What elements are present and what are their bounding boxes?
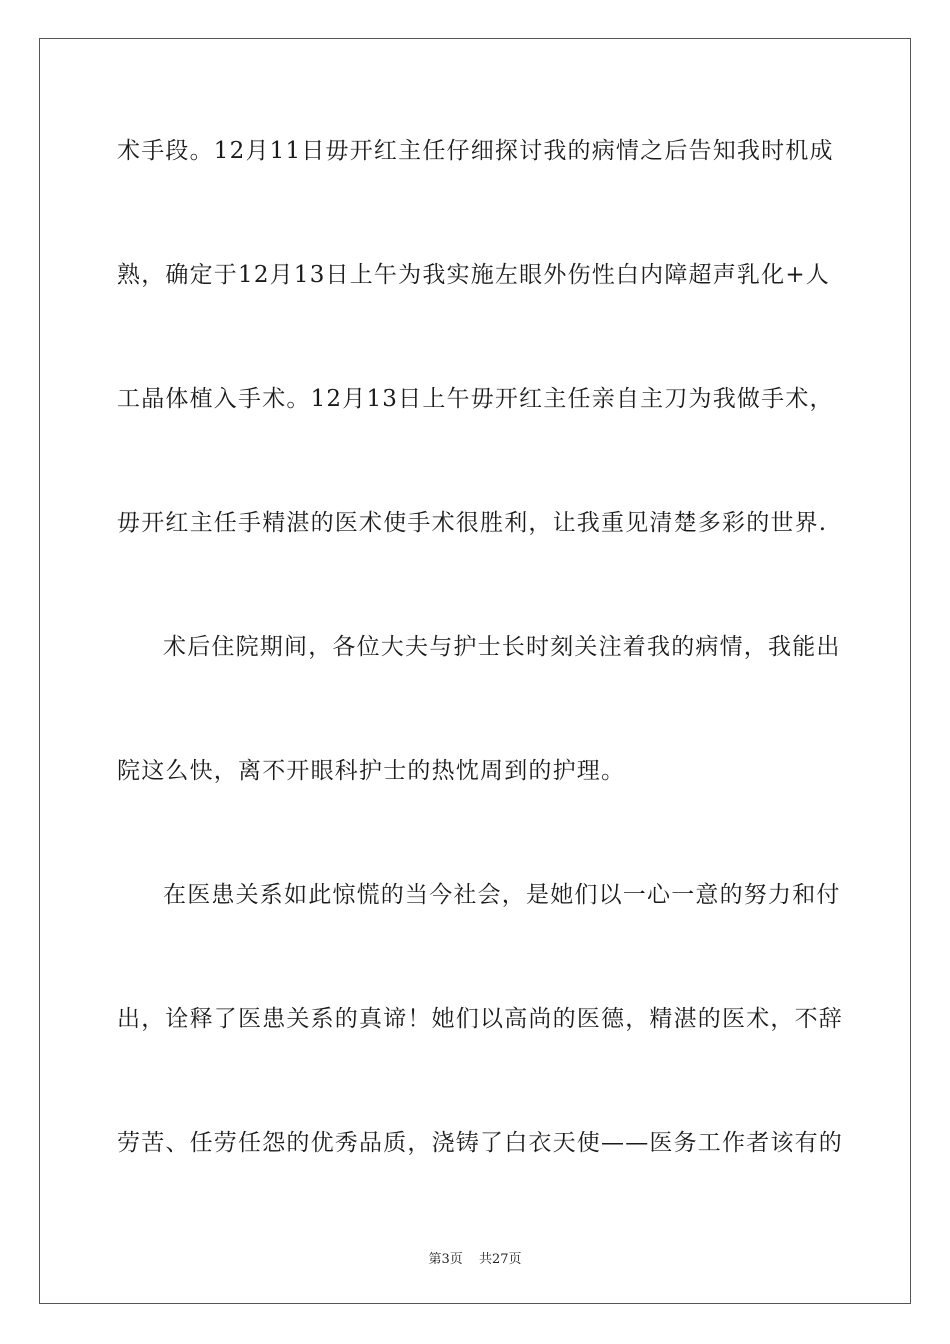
body-line: 在医患关系如此惊慌的当今社会，是她们以一心一意的努力和付	[163, 882, 841, 908]
body-line: 术后住院期间，各位大夫与护士长时刻关注着我的病情，我能出	[163, 634, 841, 660]
page-border	[39, 38, 911, 1304]
page-number: 第3页	[428, 1252, 463, 1267]
total-pages: 共27页	[478, 1252, 522, 1267]
body-line: 术手段。12月11日毋开红主任仔细探讨我的病情之后告知我时机成	[117, 138, 834, 164]
page-footer	[0, 1248, 950, 1267]
body-line: 毋开红主任手精湛的医术使手术很胜利，让我重见清楚多彩的世界.	[117, 510, 828, 536]
body-line: 院这么快，离不开眼科护士的热忱周到的护理。	[117, 758, 626, 784]
body-line: 工晶体植入手术。12月13日上午毋开红主任亲自主刀为我做手术，	[117, 386, 834, 412]
body-line: 熟，确定于12月13日上午为我实施左眼外伤性白内障超声乳化+人	[117, 262, 831, 288]
body-line: 劳苦、任劳任怨的优秀品质，浇铸了白衣天使——医务工作者该有的	[117, 1130, 843, 1156]
body-line: 出，诠释了医患关系的真谛！她们以高尚的医德，精湛的医术，不辞	[117, 1006, 843, 1032]
